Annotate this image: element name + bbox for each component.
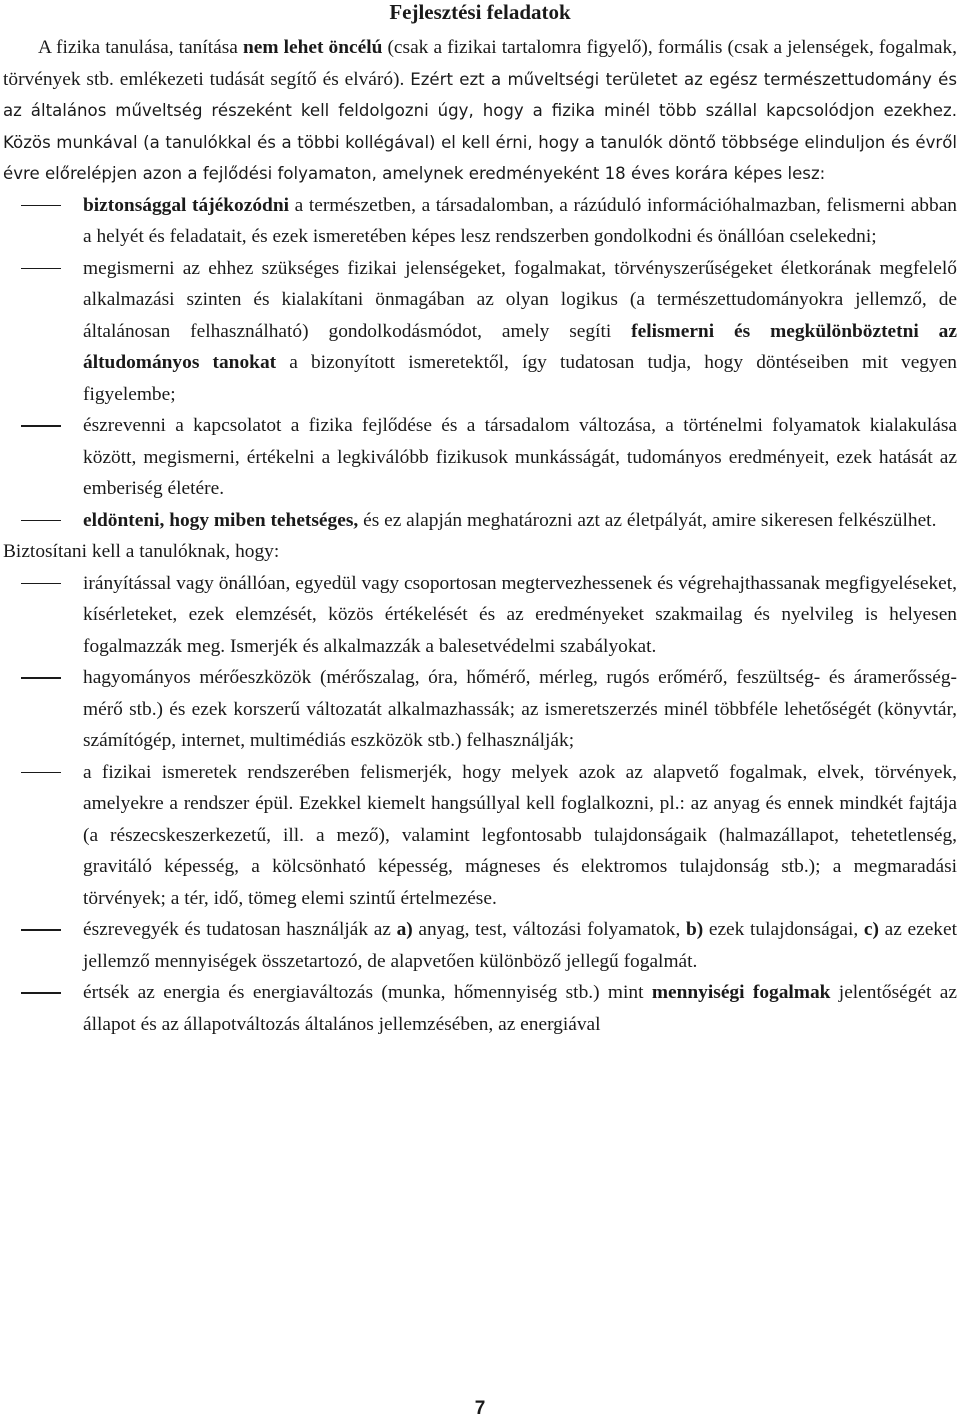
dash-bullet-icon bbox=[21, 772, 61, 774]
list-item-text: értsék az energia és energiaváltozás (munka, hőmennyiség stb.) mint bbox=[83, 982, 652, 1003]
list-item-text: hagyományos mérőeszközök (mérőszalag, óra, hőmérő, mérleg, rugós erőmérő, feszültség- és áramerősség-mérő stb.) és ezek korszerű változatát alkalmazhassák; az ismeretszerzés minél többféle lehetőségét (könyvtár, számítógép, internet, multimédiás eszközök stb.) felhasználják; bbox=[83, 667, 957, 751]
list-item-bold: mennyiségi fogalmak bbox=[651, 982, 831, 1003]
section-lead: Biztosítani kell a tanulóknak, hogy: bbox=[3, 541, 280, 562]
dash-bullet-icon bbox=[21, 520, 61, 522]
page-title: Fejlesztési feladatok bbox=[389, 0, 571, 24]
list-item bbox=[3, 410, 957, 505]
dash-bullet-icon bbox=[21, 205, 61, 207]
page-number: 7 bbox=[474, 1398, 486, 1419]
list-item-text: irányítással vagy önállóan, egyedül vagy csoportosan megtervezhessenek és végrehajthassanak megfigyeléseket, kísérleteket, ezek elemzését, közös értékelését és az eredményeket szakmailag és nyelvileg is helyesen fogalmazzák meg. Ismerjék és alkalmazzák a balesetvédelmi szabályokat. bbox=[83, 572, 957, 657]
list-item-bold: b) bbox=[685, 919, 704, 940]
list-item-text: anyag, test, változási folyamatok, bbox=[412, 919, 686, 940]
list-item bbox=[3, 914, 957, 977]
list-item bbox=[3, 662, 957, 757]
intro-text-3: Ezért ezt a műveltségi területet az egész természettudomány és az általános műveltség részeként kell feldolgozni úgy, hogy a fizika minél több szállal kapcsolódjon ezekhez. Közös munkával (a tanulókkal és a többi kollégával) el kell érni, hogy a tanulók döntő többsége elinduljon és évről évre előrelépjen azon a fejlődési folyamaton, amelynek eredményeként 18 éves korára képes lesz: bbox=[3, 69, 957, 183]
list-item-text: észrevegyék és tudatosan használják az bbox=[83, 919, 397, 940]
list-item-text: jelentőségét az állapot és az állapotváltozás általános jellemzésében, az energiával bbox=[83, 982, 957, 1035]
intro-paragraph bbox=[3, 32, 957, 190]
list-item-text: a természetben, a társadalomban, a rázúduló információhalmazban, felismerni abban a helyét és feladatait, és ezek ismeretében képes lesz rendszerben gondolkodni és önállóan cselekedni; bbox=[83, 194, 957, 247]
dash-bullet-icon bbox=[21, 583, 61, 585]
list-item-text: megismerni az ehhez szükséges fizikai jelenségeket, fogalmakat, törvényszerűségeket életkorának megfelelő alkalmazási szinten és kialakítani önmagában az olyan logikus (a természettudományokra jellemző, de általánosan felhasználható) gondolkodásmódot, amely segíti bbox=[83, 257, 957, 342]
list-item-bold: felismerni és megkülönböztetni az áltudományos tanokat bbox=[83, 320, 957, 373]
goals-list bbox=[3, 190, 957, 537]
dash-bullet-icon bbox=[21, 425, 61, 427]
dash-bullet-icon bbox=[21, 268, 61, 270]
intro-text-2: (csak a fizikai tartalomra figyelő), formális (csak a jelenségek, fogalmak, törvények stb. emlékezeti tudását segítő és elváró). bbox=[3, 37, 957, 90]
list-item-bold: c) bbox=[863, 919, 879, 940]
list-item-text: a bizonyított ismeretektől, így tudatosan tudja, hogy döntéseiben mit vegyen figyelembe; bbox=[83, 352, 957, 405]
dash-bullet-icon bbox=[21, 992, 61, 994]
list-item-text: a fizikai ismeretek rendszerében felismerjék, hogy melyek azok az alapvető fogalmak, elvek, törvények, amelyekre a rendszer épül. Ezekkel kiemelt hangsúllyal kell foglalkozni, pl.: az anyag és ennek mindkét fajtája (a részecskeszerkezetű, ill. a mező), valamint legfontosabb tulajdonságaik (halmazállapot, tehetetlenség, gravitáló képesség, a kölcsönható képesség, mágneses és elektromos tulajdonság stb.); a megmaradási törvények; a tér, idő, tömeg elemi szintű értelmezése. bbox=[83, 761, 957, 909]
dash-bullet-icon bbox=[21, 929, 61, 931]
list-item-bold: eldönteni, hogy miben tehetséges, bbox=[83, 509, 359, 531]
list-item-text: és ez alapján meghatározni azt az életpályát, amire sikeresen felkészülhet. bbox=[358, 509, 937, 531]
provisions-list bbox=[3, 568, 957, 1041]
list-item-text: észrevenni a kapcsolatot a fizika fejlődése és a társadalom változása, a történelmi folyamatok kialakulása között, megismerni, értékelni a legkiválóbb fizikusok munkásságát, tudományos eredményeit, ezek hatását az emberiség életére. bbox=[83, 415, 957, 499]
list-item-bold: a) bbox=[396, 919, 413, 940]
list-item bbox=[3, 757, 957, 915]
dash-bullet-icon bbox=[21, 677, 61, 679]
intro-text-1: A fizika tanulása, tanítása bbox=[38, 37, 243, 58]
list-item-text: az ezeket jellemző mennyiségek összetartozó, de alapvetően különböző jellegű fogalmát. bbox=[83, 919, 957, 972]
list-item-text: ezek tulajdonságai, bbox=[703, 919, 864, 940]
list-item-bold: biztonsággal tájékozódni bbox=[83, 194, 289, 216]
list-item bbox=[3, 977, 957, 1040]
list-item bbox=[3, 568, 957, 663]
document-page bbox=[3, 0, 957, 1040]
list-item bbox=[3, 505, 957, 537]
intro-bold-1: nem lehet öncélú bbox=[242, 37, 383, 58]
list-item bbox=[3, 253, 957, 411]
list-item bbox=[3, 190, 957, 253]
